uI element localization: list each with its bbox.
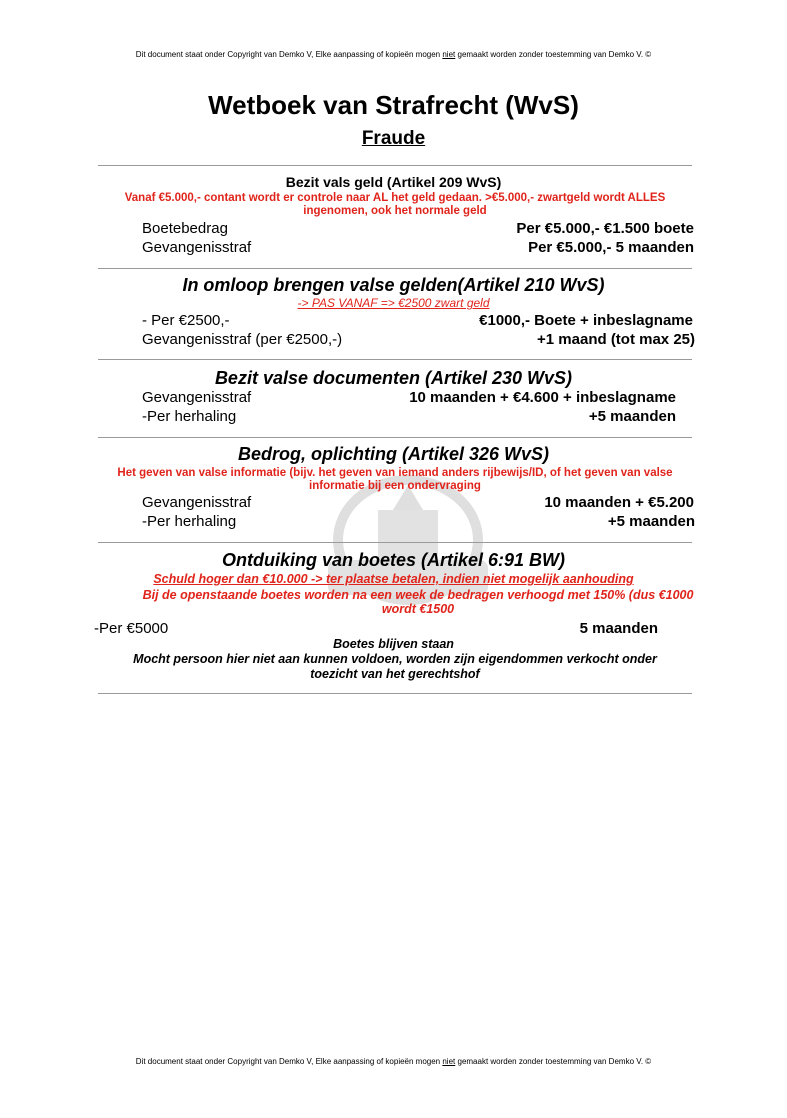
row-value: 10 maanden + €5.200	[544, 494, 694, 511]
row-value: +5 maanden	[607, 513, 695, 530]
section-title: Bezit vals geld (Artikel 209 WvS)	[285, 174, 502, 190]
row-value: +5 maanden	[588, 408, 676, 425]
divider	[98, 165, 692, 166]
section-title: Ontduiking van boetes (Artikel 6:91 BW)	[221, 550, 566, 570]
row-label: Boetebedrag	[142, 220, 228, 237]
row-value: 5 maanden	[579, 620, 658, 637]
document-subtitle: Fraude	[361, 128, 426, 149]
row-label: - Per €2500,-	[142, 312, 230, 329]
row-label: Gevangenisstraf	[142, 389, 252, 406]
row-value: Per €5.000,- 5 maanden	[528, 239, 694, 256]
divider	[98, 693, 692, 694]
row-value: €1000,- Boete + inbeslagname	[479, 312, 693, 329]
row-label: Gevangenisstraf	[142, 239, 252, 256]
row-label: -Per €5000	[94, 620, 169, 637]
section-title: Bedrog, oplichting (Artikel 326 WvS)	[237, 444, 550, 464]
divider	[98, 268, 692, 269]
section-note: Het geven van valse informatie (bijv. het geven van iemand anders rijbewijs/ID, of het geven van valse informatie bij een ondervraging	[117, 467, 673, 492]
section-footer: Mocht persoon hier niet aan kunnen voldoen, worden zijn eigendommen verkocht onder toezicht van het gerechtshof	[133, 652, 657, 681]
section-note: Vanaf €5.000,- contant wordt er controle naar AL het geld gedaan. >€5.000,- zwartgeld wordt ALLES ingenomen, ook het normale geld	[124, 192, 666, 217]
section-note: Schuld hoger dan €10.000 -> ter plaatse betalen, indien niet mogelijk aanhouding	[153, 572, 634, 586]
document-title: Wetboek van Strafrecht (WvS)	[208, 90, 579, 120]
row-value: Per €5.000,- €1.500 boete	[516, 220, 694, 237]
divider	[98, 542, 692, 543]
row-label: -Per herhaling	[142, 408, 237, 425]
section-title: Bezit valse documenten (Artikel 230 WvS)	[214, 368, 573, 388]
section-note: Bij de openstaande boetes worden na een week de bedragen verhoogd met 150% (dus €1000 wordt €1500	[142, 588, 694, 616]
row-label: Gevangenisstraf (per €2500,-)	[142, 331, 343, 348]
copyright-notice-bottom: Dit document staat onder Copyright van Demko V, Elke aanpassing of kopieën mogen niet gemaakt worden zonder toestemming van Demko V. ©	[135, 1057, 652, 1066]
row-label: -Per herhaling	[142, 513, 237, 530]
section-note: -> PAS VANAF => €2500 zwart geld	[297, 296, 490, 310]
divider	[98, 437, 692, 438]
row-label: Gevangenisstraf	[142, 494, 252, 511]
section-title: In omloop brengen valse gelden(Artikel 210 WvS)	[182, 275, 605, 295]
row-value: +1 maand (tot max 25)	[537, 331, 695, 348]
section-footer: Boetes blijven staan	[333, 637, 454, 651]
divider	[98, 359, 692, 360]
copyright-notice-top: Dit document staat onder Copyright van Demko V, Elke aanpassing of kopieën mogen niet gemaakt worden zonder toestemming van Demko V. ©	[135, 50, 652, 59]
row-value: 10 maanden + €4.600 + inbeslagname	[409, 389, 676, 406]
